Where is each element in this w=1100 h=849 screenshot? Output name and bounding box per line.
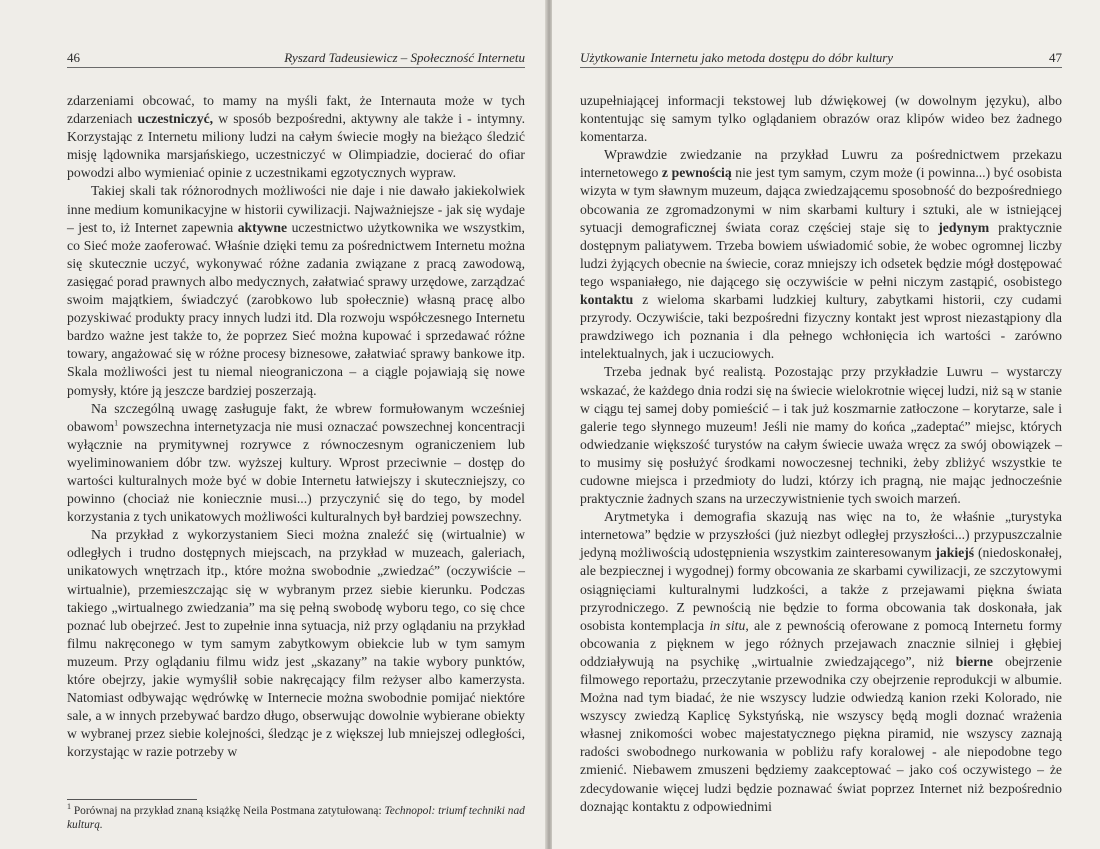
footnote-marker: 1 [114, 418, 119, 428]
running-head: Użytkowanie Internetu jako metoda dostępu do dóbr kultury [580, 50, 894, 65]
left-page [0, 0, 547, 849]
text-run: z wieloma skarbami ludzkiej kultury, zabytkami historii, czy cudami przyrody. Oczywiście, taki bezpośredni fizyczny kontakt jest wprost niezastąpiony dla prawdziwego ich poznania i dla pełnego wchłonięcia ich wartości - zarówno intelektualnych, jak i uczuciowych. [580, 292, 1062, 362]
bold-text: z pewnością [661, 165, 732, 181]
bold-text: kontaktu [580, 292, 634, 308]
paragraph: Na przykład z wykorzystaniem Sieci można znaleźć się (wirtualnie) w odległych i trudno dostępnych miejscach, na przykład w muzeach, galeriach, unikatowych wnętrzach itp., które można swobodnie „zwiedzać” (oczywiście – wirtualnie), przemieszczając się w wybranym przez siebie kierunku. Podczas takiego „wirtualnego zwiedzania” ma się pełną swobodę wyboru tego, co się chce poznać lub obejrzeć. Jest to zupełnie inna sytuacja, niż przy oglądaniu na przykład filmu nakręconego w tym samym zabytkowym obiekcie lub w tym samym muzeum. Przy oglądaniu filmu widz jest „skazany” na takie wybory punktów, które obejrzy, jakie wymyślił sobie nakręcający film reżyser albo kamerzysta. Natomiast odbywając wędrówkę w Internecie można swobodnie pomijać niektóre sale, a w innych przebywać bardzo długo, obserwując dowolnie wybierane obiekty w wybranej przez siebie kolejności, śledząc je z większej lub mniejszej odległości, korzystając w razie potrzeby w [67, 527, 525, 760]
paragraph [580, 146, 1062, 363]
footnote-title: Technopol: triumf techniki nad kulturą. [67, 805, 525, 832]
paragraph: Trzeba jednak być realistą. Pozostając przy przykładzie Luwru – wystarczy wskazać, że każdego dnia rodzi się na świecie wielokrotnie więcej ludzi, niż są w stanie w ciągu tej samej doby pomieścić – i tak już koszmarnie zatłoczone – korytarze, sale i galerie tego słynnego muzeum! Jeśli nie mamy do końca „zadeptać” miejsc, których odwiedzanie większość turystów na całym świecie uważa wręcz za swój obowiązek – to musimy się posłużyć środkami nowoczesnej techniki, żeby zbliżyć wszystkie te cudowne miejsca i przedmioty do ludzi, którzy ich pragną, nie mając jednocześnie praktycznie żadnych szans na urzeczywistnienie tych swoich marzeń. [580, 364, 1062, 507]
paragraph [67, 92, 525, 182]
left-page-header [67, 50, 525, 68]
text-run: nie jest tym samym, czym może (i powinna...) być osobista wizyta w tym sławnym muzeum, dająca zwiedzającemu sposobność do bezpośredniego obcowania ze zgromadzonymi w nim skarbami kultury i sztuki, ale w istniejącej sytuacji demograficznej świata coraz częściej staje się to [580, 165, 1062, 235]
left-page-body [67, 92, 525, 761]
text-run: praktycznie dostępnym paliatywem. Trzeba bowiem uświadomić sobie, że wobec ogromnej liczby ludzi żyjących obecnie na świecie, coraz mniejszy ich odsetek będzie mógł dostępować tego wspaniałego, nie dającego się oczywiście w pełni niczym zastąpić, osobistego [580, 219, 1063, 289]
footnote-divider [67, 799, 197, 800]
italic-text: in situ [709, 617, 746, 633]
text-run: zdarzeniami obcować, to mamy na myśli fakt, że Internauta może w tych zdarzeniach [67, 93, 525, 127]
paragraph: uzupełniającej informacji tekstowej lub dźwiękowej (w dowolnym języku), albo kontentując się samym tylko oglądaniem obrazów oraz klipów wideo bez żadnego komentarza. [580, 93, 1062, 145]
page-number: 47 [1049, 50, 1062, 65]
footnote [67, 804, 525, 832]
right-page-header [580, 50, 1062, 68]
bold-text: aktywne [237, 219, 288, 235]
page-number: 46 [67, 50, 80, 65]
footnote-text: Porównaj na przykład znaną książkę Neila Postmana zatytułowaną: [71, 805, 385, 818]
paragraph [67, 400, 525, 527]
footnote-number: 1 [67, 802, 71, 812]
text-run: Arytmetyka i demografia skazują nas więc na to, że właśnie „turystyka internetowa” będzie w przyszłości (już niezbyt odległej przyszłości...) przypuszczalnie jedyną możliwością udostępnienia wszystkim zainteresowanym [580, 509, 1062, 561]
text-run: powszechna internetyzacja nie musi oznaczać powszechnej koncentracji wyłącznie na prymitywnej rozrywce z równoczesnym ograniczeniem lub wyeliminowaniem dóbr tzw. wyższej kultury. Wprost przeciwnie – dostęp do wartości kulturalnych może być w dobie Internetu łatwiejszy i skuteczniejszy, co powinno (chociaż nie koniecznie musi...) przyczynić się do tego, by model korzystania z tych unikatowych możliwości kulturalnych był bardziej powszechny. [67, 418, 525, 525]
text-run: , ale z pewnością oferowane z pomocą Internetu formy obcowania z pięknem w jego różnych przejawach znacznie silniej i głębiej oddziaływują na psychikę „wirtualnie zwiedzającego”, niż [580, 617, 1062, 669]
text-run: Na szczególną uwagę zasługuje fakt, że wbrew formułowanym wcześniej obawom [67, 400, 525, 434]
right-page [552, 0, 1100, 849]
text-run: Wprawdzie zwiedzanie na przykład Luwru za pośrednictwem przekazu internetowego [580, 147, 1062, 181]
text-run: w sposób bezpośredni, aktywny ale także i - intymny. Korzystając z Internetu miliony ludzi na całym świecie mogły na bieżąco śledzić misję lądownika marsjańskiego, uczestniczyć w Olimpiadzie, docierać do ofiar powodzi albo wymieniać opinie z uczestnikami egzotycznych wypraw. [67, 111, 525, 181]
bold-text: bierne [955, 653, 993, 669]
text-run: obejrzenie filmowego reportażu, przeczytanie przewodnika czy obejrzenie reprodukcji w albumie. Można nad tym biadać, że nie wszyscy ludzie odwiedzą kanion rzeki Kolorado, nie wszyscy zwiedzą Kaplicę Sykstyńską, nie wszyscy będą mogli doznać wrażenia własnej znikomości wobec majestatycznego piękna piramid, nie wszyscy zaznają radości swobodnego nurkowania w pobliżu rafy koralowej - ale niepodobne tego zmienić. Niebawem zmuszeni będziemy zaakceptować – jako coś oczywistego – że zdecydowanie więcej ludzi będzie poznawać świat poprzez Internet niż bezpośrednio doznając kontaktu z odpowiednimi [580, 653, 1062, 814]
bold-text: jakiejś [935, 545, 975, 561]
bold-text: jedynym [938, 219, 990, 235]
paragraph [580, 508, 1062, 816]
running-head: Ryszard Tadeusiewicz – Społeczność Internetu [284, 50, 525, 65]
right-page-body [580, 92, 1062, 816]
text-run: (niedoskonałej, ale bezpiecznej i wygodnej) formy obcowania ze skarbami cywilizacji, ze szczytowymi osiągnięciami kulturalnymi ludzkości, a także z przejawami piękna świata przyrodniczego. Z pewnością nie będzie to forma obcowania tak doskonała, jak osobista kontemplacja [580, 545, 1062, 633]
paragraph [67, 182, 525, 399]
text-run: Takiej skali tak różnorodnych możliwości nie daje i nie dawało jakiekolwiek inne medium komunikacyjne w historii cywilizacji. Najważniejsze - jak się wydaje – jest to, iż Internet zapewnia [67, 183, 525, 235]
text-run: uczestnictwo użytkownika we wszystkim, co Sieć może zaoferować. Właśnie dzięki temu za pośrednictwem Internetu można się skutecznie uczyć, wykonywać różne zadania związane z pracą zawodową, zasięgać porad prawnych albo medycznych, załatwiać sprawy urzędowe, zarządzać swoim majątkiem, świadczyć (zarobkowo lub społecznie) własną pracę albo pozyskiwać produkty pracy innych ludzi itd. Dla rozwoju współczesnego Internetu bardzo ważne jest także to, że poprzez Sieć można kupować i sprzedawać różne towary, angażować się w różne procesy biznesowe, załatwiać sprawy bankowe itp. Skala możliwości jest tu niemal nieograniczona – a ciągle pojawiają się nowe pomysły, które ją jeszcze bardziej poszerzają. [67, 219, 525, 398]
bold-text: uczestniczyć, [137, 111, 214, 127]
